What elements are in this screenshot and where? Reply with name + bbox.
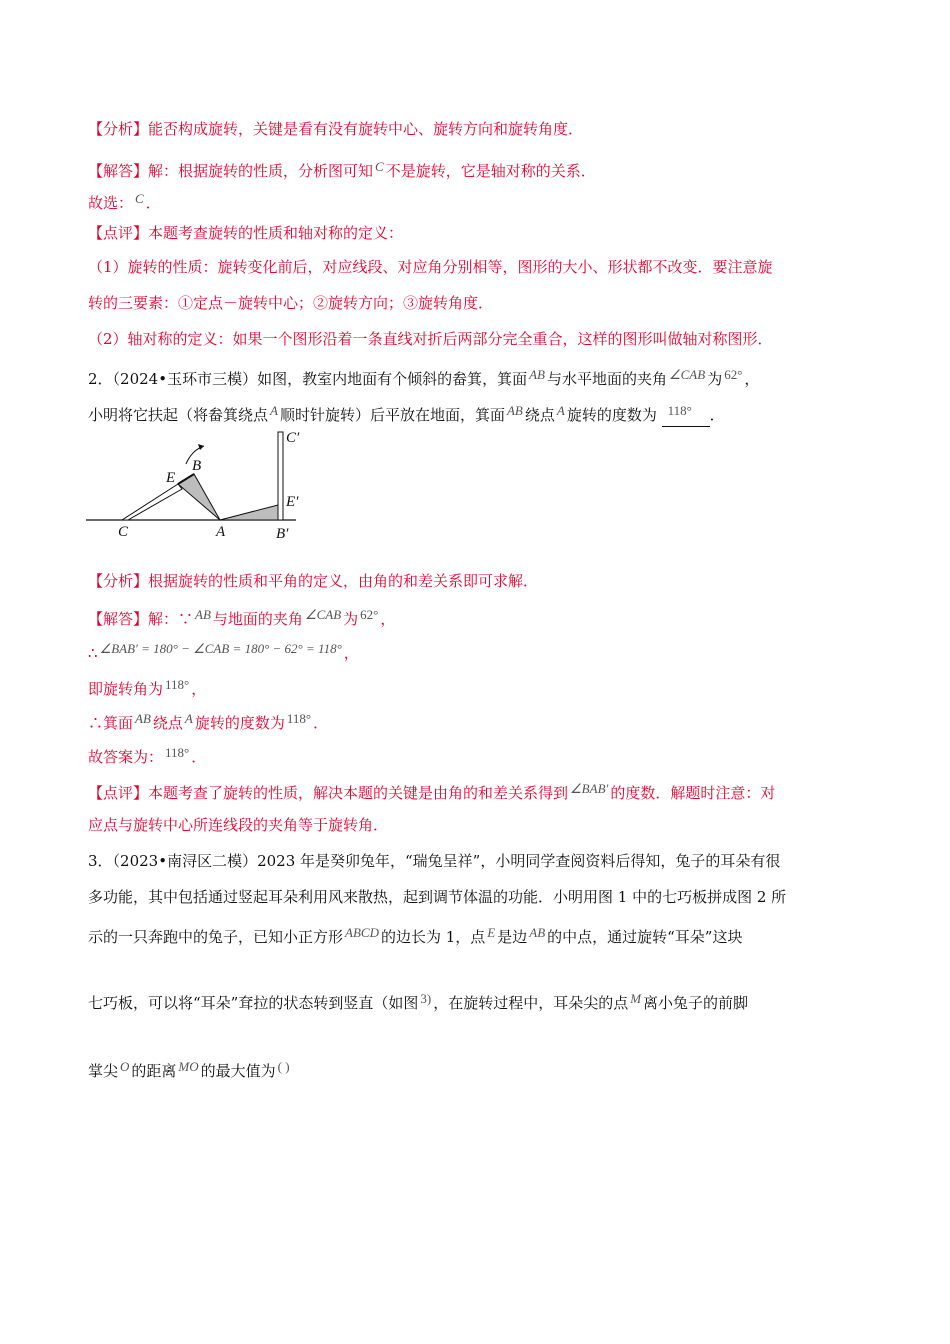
final-text: 故答案为：: [88, 748, 164, 766]
concl-text: 旋转的度数为: [194, 714, 285, 732]
answer-text: 与地面的夹角: [212, 610, 303, 628]
review-tag: 【点评】: [88, 224, 149, 242]
s3-line-5: [88, 1056, 292, 1082]
equation: ∠BAB′ = 180° − ∠CAB = 180° − 62° = 118°: [99, 641, 342, 656]
s2-analysis: [88, 570, 538, 592]
arrow-head-icon: [198, 444, 204, 450]
s3-line-1: 3．（2023•南浔区二模）2023 年是癸卯兔年，“瑞兔呈祥”，小明同学查阅资料后得知，兔子的耳朵有很: [88, 852, 781, 870]
answer-value: 118°: [667, 403, 692, 418]
rot-text: 即旋转角为: [88, 680, 164, 698]
label-C: C: [118, 524, 129, 540]
q-text: 的中点，通过旋转“耳朵”这块: [547, 928, 743, 946]
s3-line-3: [88, 922, 742, 948]
math-var: ∠CAB: [304, 607, 342, 622]
label-B: B: [192, 458, 202, 474]
rotated-face: [220, 505, 278, 520]
step-end: ，: [343, 644, 359, 662]
s3-line-2: 多功能，其中包括通过竖起耳朵利用风来散热，起到调节体温的功能．小明用图 1 中的七巧板拼成图 2 所: [88, 888, 787, 906]
math-var: 118°: [165, 677, 190, 692]
s2-answer: [88, 604, 395, 630]
q-text: ．: [709, 406, 725, 424]
answer-text: 解：∵: [148, 610, 194, 628]
q-text: 顺时针旋转）后平放在地面，箕面: [279, 406, 505, 424]
q-text: 旋转的度数为: [566, 406, 657, 424]
analysis-tag: 【分析】: [88, 572, 149, 590]
label-B-prime: B′: [276, 526, 289, 542]
q-text: 离小兔子的前脚: [643, 994, 749, 1012]
s1-analysis: [88, 118, 583, 140]
math-var: C: [135, 191, 144, 206]
s1-review-2: （2）轴对称的定义：如果一个图形沿着一条直线对折后两部分完全重合，这样的图形叫做轴对称图形．: [88, 330, 773, 348]
choice-label: 故选：: [88, 194, 134, 212]
q-text: 小明将它扶起（将畚箕绕点: [88, 406, 269, 424]
s1-review: [88, 222, 403, 244]
s2-review: [88, 778, 775, 804]
math-var: AB: [529, 925, 546, 940]
rotated-handle: [278, 432, 283, 520]
s1-answer: [88, 156, 596, 182]
math-var: AB: [529, 367, 545, 382]
s1-choice: [88, 188, 161, 214]
math-var: 118°: [286, 711, 312, 726]
math-var: A: [556, 403, 565, 418]
q-text: 的最大值为: [200, 1062, 276, 1080]
s3-line-4: [88, 988, 748, 1014]
math-var: M: [630, 991, 642, 1006]
label-A: A: [216, 524, 226, 540]
q-text: 的边长为 1，点: [380, 928, 486, 946]
s1-review-1b: 转的三要素：①定点－旋转中心；②旋转方向；③旋转角度．: [88, 294, 494, 312]
analysis-text: 根据旋转的性质和平角的定义，由角的和差关系即可求解．: [148, 572, 539, 590]
q-text: 绕点: [524, 406, 555, 424]
label-E: E: [166, 470, 176, 486]
answer-tag: 【解答】: [88, 162, 149, 180]
concl-end: ．: [313, 714, 329, 732]
answer-text: 解：根据旋转的性质，分析图可知: [148, 162, 374, 180]
math-var: AB: [135, 711, 151, 726]
math-var: AB: [506, 403, 523, 418]
q-text: 的距离: [131, 1062, 177, 1080]
review-text: 本题考查旋转的性质和轴对称的定义：: [148, 224, 404, 242]
q-text: 与水平地面的夹角: [546, 370, 667, 388]
s2-conclusion: [88, 708, 328, 734]
math-var: 62°: [360, 607, 379, 622]
rot-end: ，: [191, 680, 207, 698]
label-C-prime: C′: [286, 430, 300, 446]
answer-text: ，: [380, 610, 396, 628]
dustpan-handle: [122, 484, 182, 520]
answer-text-end: 不是旋转，它是轴对称的关系．: [385, 162, 596, 180]
q-text: ，: [744, 370, 760, 388]
analysis-tag: 【分析】: [88, 120, 149, 138]
math-var: C: [375, 159, 384, 174]
review-text-end: 的度数．解题时注意：对: [610, 784, 776, 802]
math-var: ∠CAB: [668, 367, 706, 382]
answer-tag: 【解答】: [88, 610, 149, 628]
answer-bracket: ( ): [277, 1059, 290, 1074]
q-text: 七巧板，可以将“耳朵”耷拉的状态转到竖直（如图: [88, 994, 419, 1012]
therefore-sign: ∴: [88, 644, 98, 662]
math-var: AB: [195, 607, 211, 622]
answer-blank: [662, 400, 710, 427]
s2-step: [88, 638, 359, 664]
review-tag: 【点评】: [88, 784, 149, 802]
s1-review-1a: （1）旋转的性质：旋转变化前后，对应线段、对应角分别相等，图形的大小、形状都不改变．要注意旋: [88, 258, 773, 276]
math-var: MO: [178, 1059, 199, 1074]
concl-text: ∴箕面: [88, 714, 134, 732]
q-text: 为: [707, 370, 723, 388]
q-text: 示的一只奔跑中的兔子，已知小正方形: [88, 928, 344, 946]
review-text: 本题考查了旋转的性质，解决本题的关键是由角的和差关系得到: [148, 784, 569, 802]
analysis-text: 能否构成旋转，关键是看有没有旋转中心、旋转方向和旋转角度．: [148, 120, 584, 138]
s2-question-b: [88, 400, 725, 427]
s2-review-b: 应点与旋转中心所连线段的夹角等于旋转角．: [88, 816, 389, 834]
math-var: O: [120, 1059, 130, 1074]
s2-rotation-angle: [88, 674, 206, 700]
s2-final: [88, 742, 206, 768]
label-E-prime: E′: [286, 494, 299, 510]
math-var: ∠BAB′: [570, 781, 609, 796]
answer-text: 为: [343, 610, 359, 628]
q-text: 是边: [497, 928, 528, 946]
choice-end: ．: [145, 194, 161, 212]
math-var: E: [487, 925, 496, 940]
final-end: ．: [191, 748, 207, 766]
math-var: A: [184, 711, 193, 726]
concl-text: 绕点: [152, 714, 183, 732]
dustpan-figure: [86, 428, 306, 546]
math-var: 62°: [724, 367, 743, 382]
q-text: 2．（2024•玉环市三模）如图，教室内地面有个倾斜的畚箕，箕面: [88, 370, 528, 388]
q-text: ，在旋转过程中，耳朵尖的点: [433, 994, 629, 1012]
q-text: 掌尖: [88, 1062, 119, 1080]
s2-question-a: [88, 364, 759, 390]
math-var: 3): [420, 991, 432, 1006]
math-var: ABCD: [345, 925, 379, 940]
math-var: A: [270, 403, 278, 418]
math-var: 118°: [165, 745, 190, 760]
